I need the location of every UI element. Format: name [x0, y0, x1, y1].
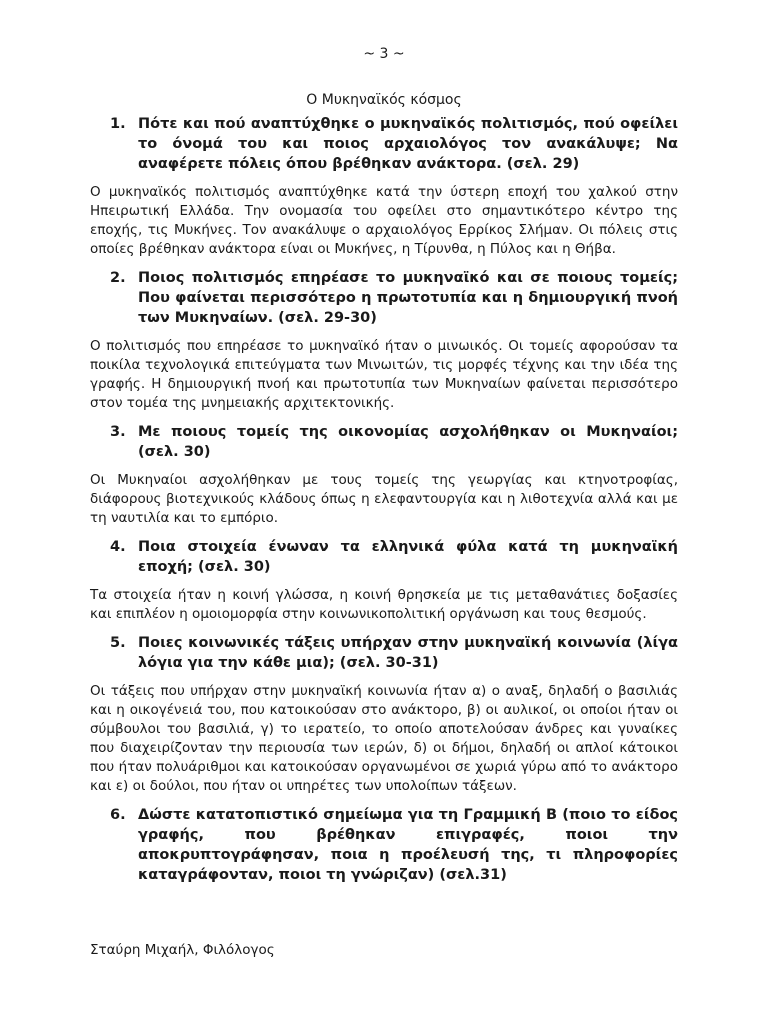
question-number: 1. — [110, 116, 126, 132]
question-3 — [90, 422, 678, 462]
document-title: Ο Μυκηναϊκός κόσμος — [306, 92, 462, 108]
question-number: 4. — [110, 539, 126, 555]
page-number: ~ 3 ~ — [363, 46, 405, 62]
question-number: 5. — [110, 635, 126, 651]
question-number: 3. — [110, 424, 126, 440]
answer-5: Οι τάξεις που υπήρχαν στην μυκηναϊκή κοινωνία ήταν α) ο αναξ, δηλαδή ο βασιλιάς και η οικογένειά του, που κατοικούσαν στο ανάκτορο, β) οι αυλικοί, οι οποίοι ήταν οι σύμβουλοι του βασιλιά, γ) το ιερατείο, το οποίο αποτελούσαν άνδρες και γυναίκες που διαχειρίζονταν την περιουσία των ιερών, δ) οι δήμοι, δηλαδή οι απλοί κάτοικοι που ήταν πολυάριθμοι και κατοικούσαν οργανωμένοι σε χωριά γύρω από το ανάκτορο και ε) οι δούλοι, που ήταν οι υπηρέτες των υπολοίπων τάξεων. — [90, 683, 678, 794]
question-number: 2. — [110, 270, 126, 286]
question-text: Πότε και πού αναπτύχθηκε ο μυκηναϊκός πολιτισμός, πού οφείλει το όνομά του και ποιος αρχαιολόγος τον ανακάλυψε; Να αναφέρετε πόλεις όπου βρέθηκαν ανάκτορα. (σελ. 29) — [138, 116, 678, 172]
question-text: Δώστε κατατοπιστικό σημείωμα για τη Γραμμική Β (ποιο το είδος γραφής, που βρέθηκαν επιγραφές, ποιοι την αποκρυπτογράφησαν, ποια η προέλευσή της, τι πληροφορίες καταγράφονταν, ποιοι τη γνώριζαν) (σελ.31) — [138, 807, 678, 883]
question-text: Με ποιους τομείς της οικονομίας ασχολήθηκαν οι Μυκηναίοι; (σελ. 30) — [138, 424, 678, 460]
question-1 — [90, 114, 678, 174]
question-4 — [90, 537, 678, 577]
document-body — [90, 92, 678, 894]
answer-4: Τα στοιχεία ήταν η κοινή γλώσσα, η κοινή θρησκεία με τις μεταθανάτιες δοξασίες και επιπλέον η ομοιομορφία στην κοινωνικοπολιτική οργάνωση και τους θεσμούς. — [90, 587, 678, 622]
question-text: Ποιες κοινωνικές τάξεις υπήρχαν στην μυκηναϊκή κοινωνία (λίγα λόγια για την κάθε μια); (σελ. 30-31) — [138, 635, 678, 671]
footer-author: Σταύρη Μιχαήλ, Φιλόλογος — [90, 942, 275, 958]
question-5 — [90, 633, 678, 673]
answer-2: Ο πολιτισμός που επηρέασε το μυκηναϊκό ήταν ο μινωικός. Οι τομείς αφορούσαν τα ποικίλα τεχνολογικά επιτεύγματα των Μινωιτών, τις μορφές τέχνης και την ιδέα της γραφής. Η δημιουργική πνοή και πρωτοτυπία των Μυκηναίων φαίνεται περισσότερο στον τομέα της μνημειακής αρχιτεκτονικής. — [90, 338, 678, 411]
question-2 — [90, 268, 678, 328]
answer-3: Οι Μυκηναίοι ασχολήθηκαν με τους τομείς της γεωργίας και κτηνοτροφίας, διάφορους βιοτεχνικούς κλάδους όπως η ελεφαντουργία και η λιθοτεχνία αλλά και με τη ναυτιλία και το εμπόριο. — [90, 472, 678, 526]
question-text: Ποια στοιχεία ένωναν τα ελληνικά φύλα κατά τη μυκηναϊκή εποχή; (σελ. 30) — [138, 539, 678, 575]
question-text: Ποιος πολιτισμός επηρέασε το μυκηναϊκό και σε ποιους τομείς; Που φαίνεται περισσότερο η πρωτοτυπία και η δημιουργική πνοή των Μυκηναίων. (σελ. 29-30) — [138, 270, 678, 326]
question-6 — [90, 805, 678, 885]
answer-1: Ο μυκηναϊκός πολιτισμός αναπτύχθηκε κατά την ύστερη εποχή του χαλκού στην Ηπειρωτική Ελλάδα. Την ονομασία του οφείλει στο σημαντικότερο κέντρο της εποχής, τις Μυκήνες. Τον ανακάλυψε ο αρχαιολόγος Ερρίκος Σλήμαν. Οι πόλεις στις οποίες βρέθηκαν ανάκτορα είναι οι Μυκήνες, η Τίρυνθα, η Πύλος και η Θήβα. — [90, 184, 678, 257]
question-number: 6. — [110, 807, 126, 823]
